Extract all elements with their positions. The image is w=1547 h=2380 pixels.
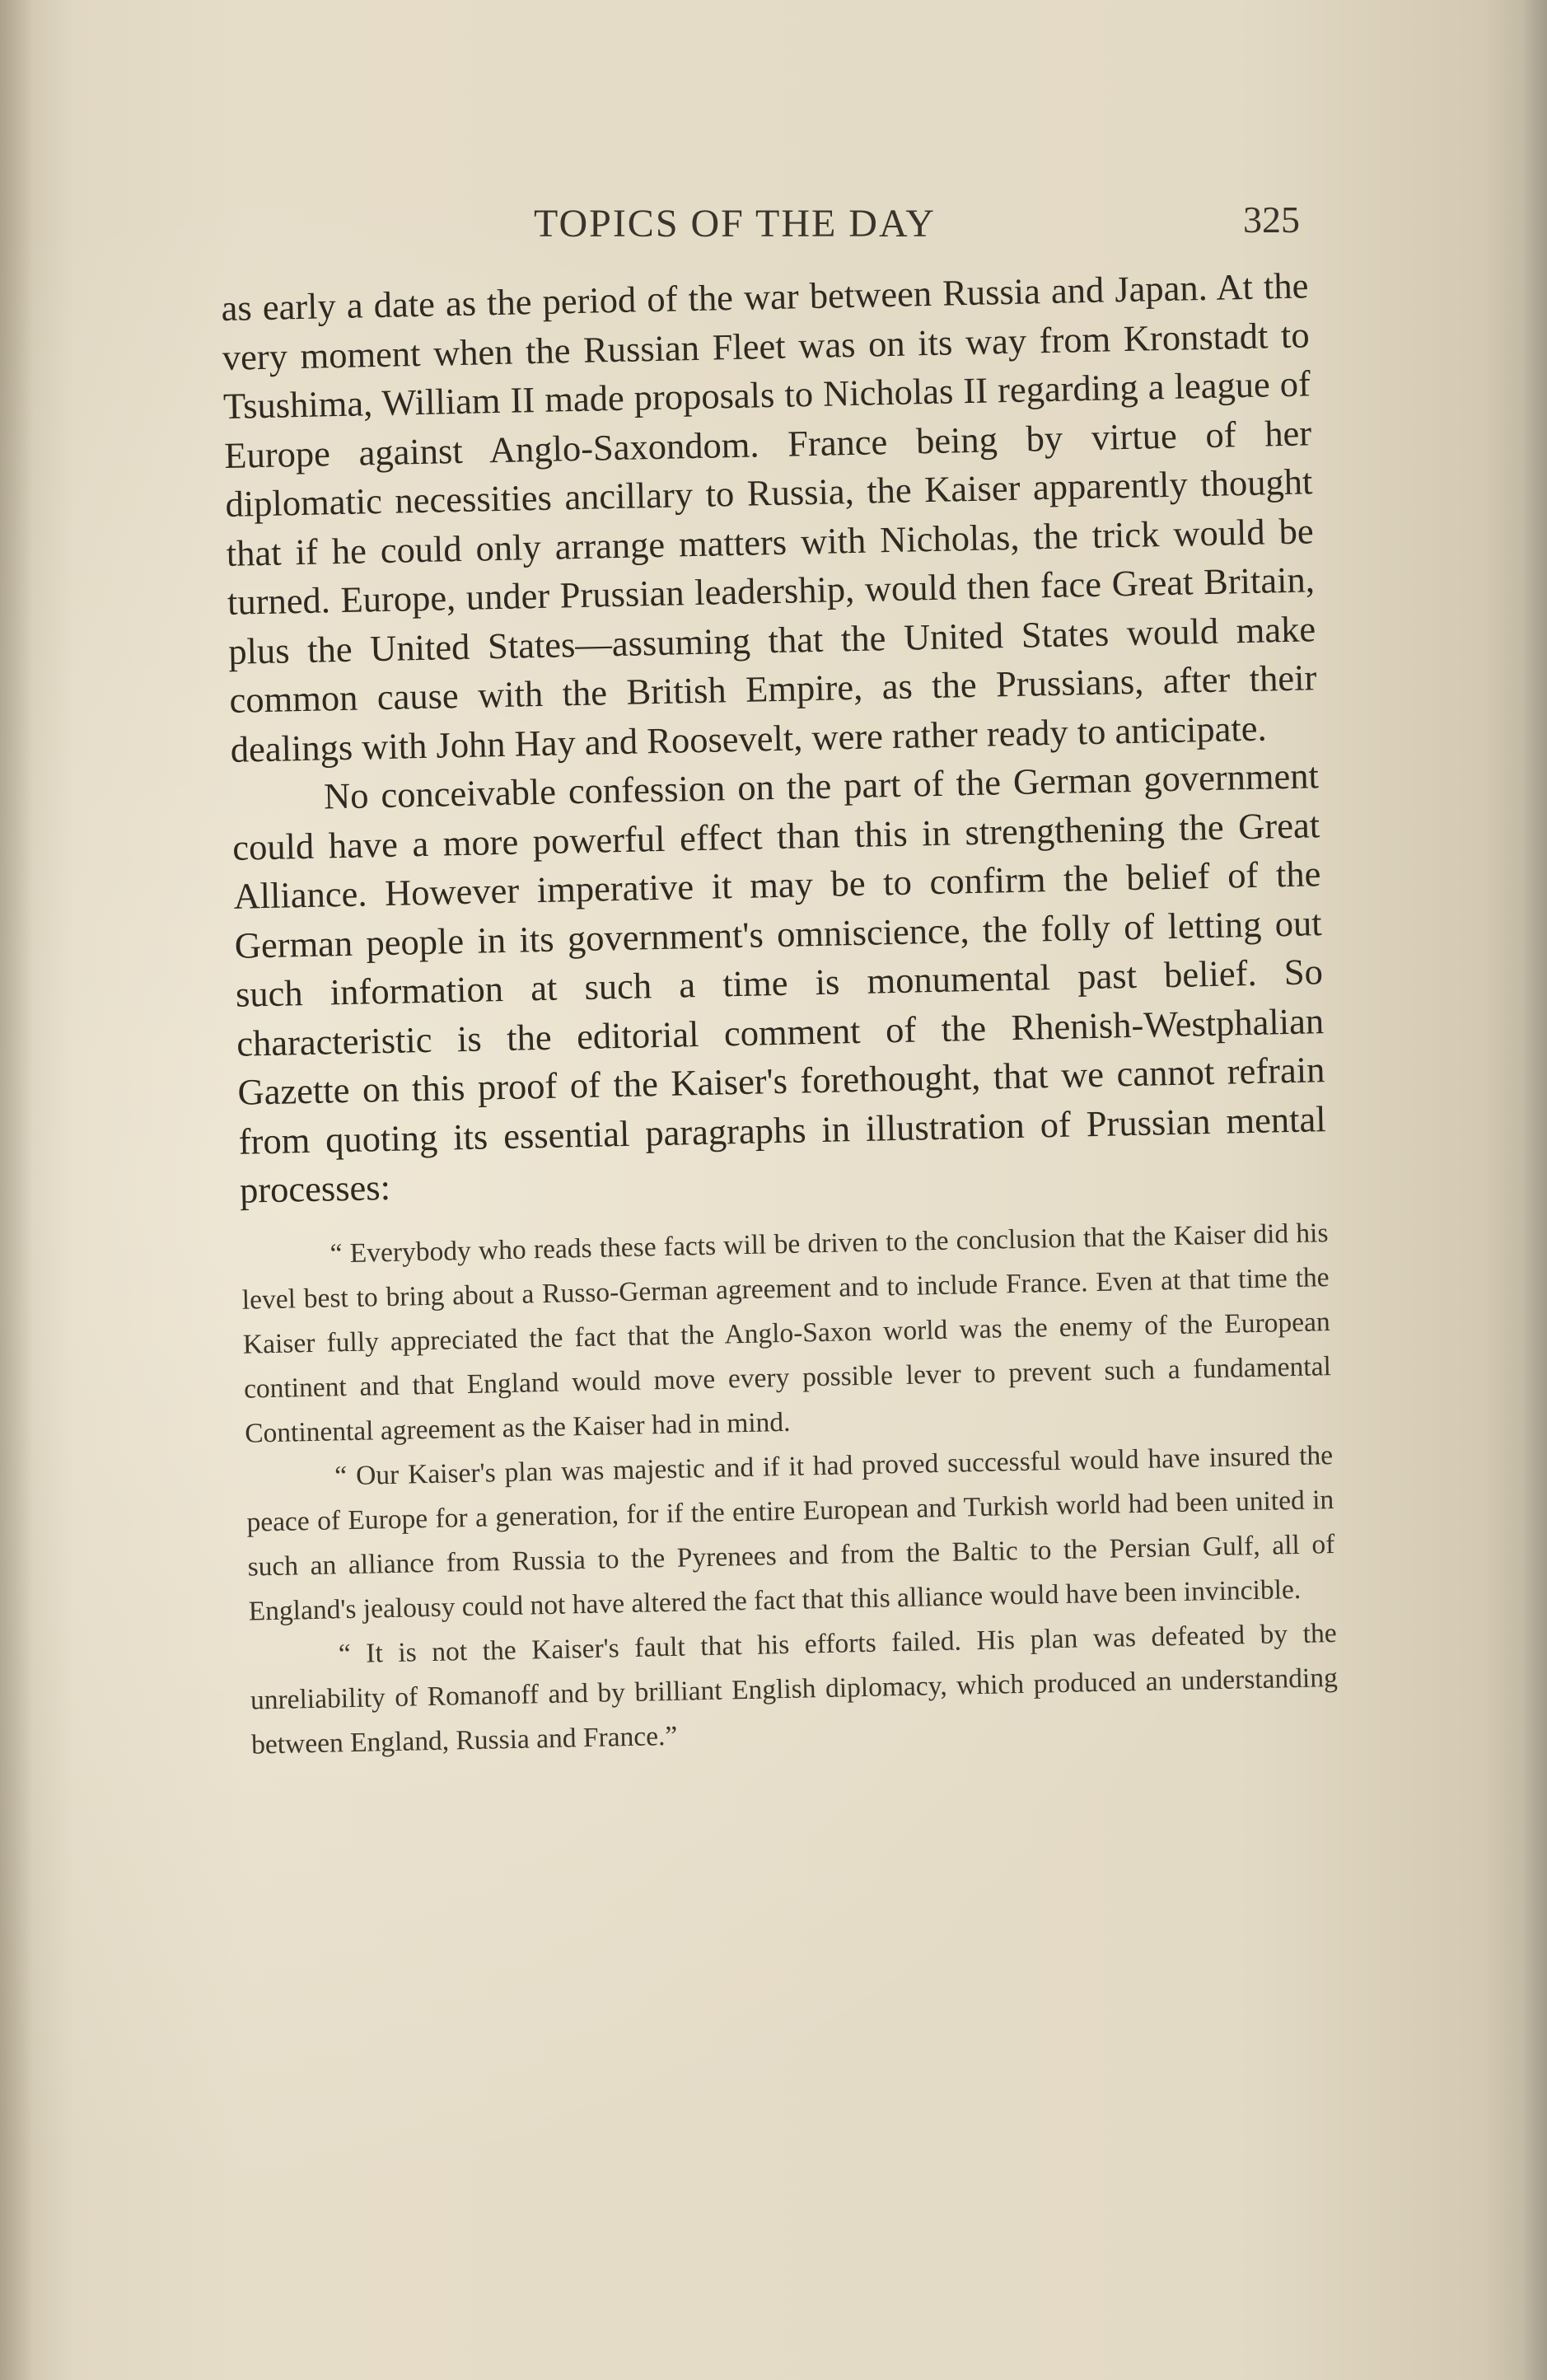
- running-title: TOPICS OF THE DAY: [534, 202, 936, 245]
- body-paragraph-2: No conceivable confession on the part of the German government could have a more powerful effect than this in strengthening the Great Alliance. However imperative it may be to confirm the belief of the German people in its government's omniscience, the folly of letting out such information at such a time is monumental past belief. So characteristic is the editorial comment of the Rhenish-Westphalian Gazette on this proof of the Kaiser's forethought, that we cannot refrain from quoting its essential paragraphs in illustration of Prussian mental processes:: [231, 755, 1327, 1211]
- page-body: [221, 261, 1339, 1767]
- block-quote: [241, 1211, 1339, 1768]
- binding-shadow: [0, 0, 33, 2380]
- quote-paragraph-3: “ It is not the Kaiser's fault that his efforts failed. His plan was defeated by the unreliability of Romanoff and by brilliant English diplomacy, which produced an understanding between England, Russia and France.”: [250, 1617, 1339, 1760]
- page-number: 325: [1243, 199, 1300, 241]
- body-paragraph-1: as early a date as the period of the war between Russia and Japan. At the very moment when the Russian Fleet was on its way from Kronstadt to Tsushima, William II made proposals to Nicholas II regarding a league of Europe against Anglo-Saxondom. France being by virtue of her diplomatic necessities ancillary to Russia, the Kaiser apparently thought that if he could only arrange matters with Nicholas, the trick would be turned. Europe, under Prussian leadership, would then face Great Britain, plus the United States—assuming that the United States would make common cause with the British Empire, as the Prussians, after their dealings with John Hay and Roosevelt, were rather ready to anticipate.: [221, 264, 1317, 770]
- page-edge: [1522, 0, 1547, 2380]
- quote-paragraph-1: “ Everybody who reads these facts will be driven to the conclusion that the Kaiser did his level best to bring about a Russo-German agreement and to include France. Even at that time the Kaiser fully appreciated the fact that the Anglo-Saxon world was the enemy of the European continent and that England would move every possible lever to prevent such a fundamental Continental agreement as the Kaiser had in mind.: [241, 1217, 1332, 1449]
- quote-paragraph-2: “ Our Kaiser's plan was majestic and if it had proved successful would have insured the peace of Europe for a generation, for if the entire European and Turkish world had been united in such an alliance from Russia to the Pyrenees and from the Baltic to the Persian Gulf, all of England's jealousy could not have altered the fact that this alliance would have been invincible.: [246, 1439, 1335, 1627]
- page-header: [221, 198, 1300, 255]
